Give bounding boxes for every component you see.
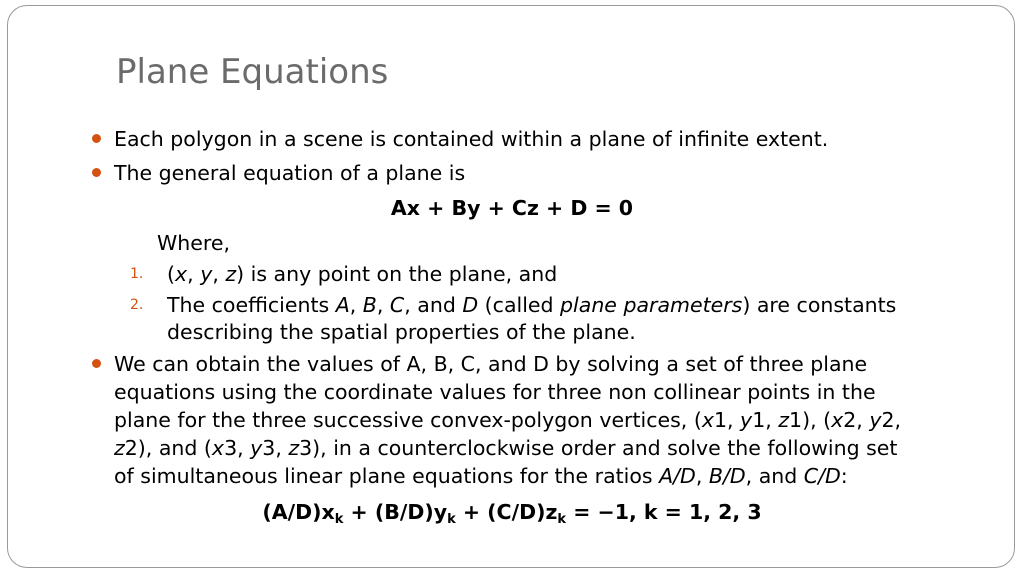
- bullet-text-3-line-2: equations using the coordinate values for three non collinear points in the: [114, 380, 876, 404]
- bullet-text-3-line-4: z2), and (x3, y3, z3), in a counterclockwise order and solve the following set: [114, 436, 898, 460]
- bullet-dot: [92, 168, 101, 177]
- list-number-2: 2.: [130, 297, 144, 313]
- bullet-text-1: Each polygon in a scene is contained within a plane of infinite extent.: [114, 127, 829, 151]
- list-item-2-continued: describing the spatial properties of the plane.: [167, 320, 636, 344]
- bullet-dot: [92, 359, 101, 368]
- list-number-1: 1.: [130, 266, 144, 282]
- ratio-equation: $(A/D)x_k + (B/D)y_k + (C/D)z_k = -1$, k = 1, 2, 3: [262, 500, 762, 527]
- bullet-dot: [92, 134, 101, 143]
- bullet-text-2: The general equation of a plane is: [114, 161, 466, 185]
- bullet-text-3-line-5: of simultaneous linear plane equations for the ratios A/D, B/D, and C/D:: [114, 464, 848, 488]
- bullet-text-3-line-3: plane for the three successive convex-polygon vertices, (x1, y1, z1), (x2, y2,: [114, 408, 902, 432]
- where-label: Where,: [157, 231, 230, 255]
- bullet-text-3-line-1: We can obtain the values of A, B, C, and D by solving a set of three plane: [114, 352, 868, 376]
- list-item-1: (x, y, z) is any point on the plane, and: [167, 262, 558, 286]
- list-item-2: The coefficients A, B, C, and D (called plane parameters) are constants: [167, 293, 897, 317]
- plane-equation: Ax + By + Cz + D = 0: [390, 196, 634, 220]
- page-title: Plane Equations: [116, 52, 389, 92]
